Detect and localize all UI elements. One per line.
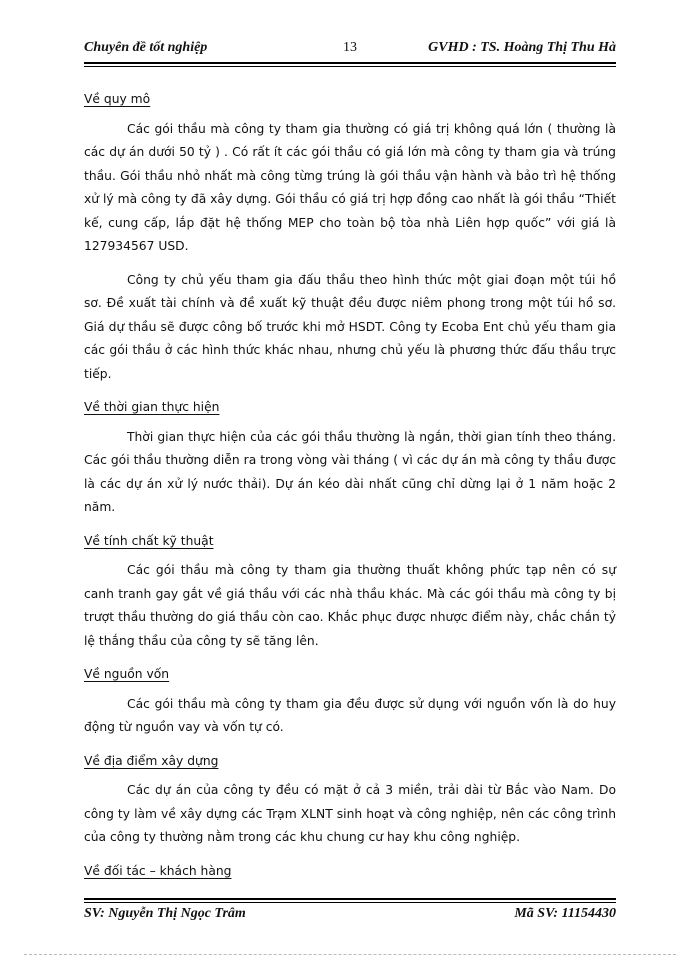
section-heading: Về nguồn vốn [84,667,170,681]
section-heading: Về thời gian thực hiện [84,400,220,414]
paragraph: Các gói thầu mà công ty tham gia thường thuất không phức tạp nên có sự canh tranh gay gắt về giá thầu với các nhà thầu khác. Mà các gói thầu mà công ty bị trượt thầu thường do giá thầu còn cao. Khắc phục được nhược điểm này, chắc chắn tỷ lệ thắng thầu của công ty sẽ tăng lên. [84,563,616,648]
header-page-number: 13 [343,40,357,55]
paragraph: Công ty chủ yếu tham gia đấu thầu theo hình thức một giai đoạn một túi hồ sơ. Đề xuất tài chính và đề xuất kỹ thuật đều được niêm phong trong một túi hồ sơ. Giá dự thầu sẽ được công bố trước khi mở HSDT. Công ty Ecoba Ent chủ yếu tham gia các gói thầu ở các hình thức khác nhau, nhưng chủ yếu là phương thức đấu thầu trực tiếp. [84,272,616,381]
header-advisor: GVHD : TS. Hoàng Thị Thu Hà [428,40,616,55]
paragraph: Các dự án của công ty đều có mặt ở cả 3 miền, trải dài từ Bắc vào Nam. Do công ty làm về xây dựng các Trạm XLNT sinh hoạt và công nghiệp, nên các công trình của công ty thường nằm trong các khu chung cư hay khu công nghiệp. [84,783,616,844]
footer-student-name: SV: Nguyễn Thị Ngọc Trâm [84,906,246,921]
footer-rule [84,898,616,900]
section-heading: Về đối tác – khách hàng [84,863,232,878]
header-rule [84,62,616,64]
page-edge-divider [24,954,676,955]
footer-rule-thin [84,902,616,903]
page-footer [84,906,616,926]
paragraph: Các gói thầu mà công ty tham gia thường có giá trị không quá lớn ( thường là các dự án dưới 50 tỷ ) . Có rất ít các gói thầu có giá lớn mà công ty tham gia và trúng thầu. Gói thầu nhỏ nhất mà công từng trúng là gói thầu vận hành và bảo trì hệ thống xử lý mà công ty đã xây dựng. Gói thầu có giá trị hợp đồng cao nhất là gói thầu “Thiết kế, cung cấp, lắp đặt hệ thống MEP cho toàn bộ tòa nhà Liên hợp quốc” với giá là 127934567 USD. [84,121,616,253]
section-thoi-gian [84,396,616,520]
header-rule-thin [84,66,616,67]
paragraph: Thời gian thực hiện của các gói thầu thường là ngắn, thời gian tính theo tháng. Các gói thầu thường diễn ra trong vòng vài tháng ( vì các dự án mà công ty thầu được là các dự án xử lý nước thải). Dự án kéo dài nhất cũng chỉ dừng lại ở 1 năm hoặc 2 năm. [84,429,616,514]
section-heading: Về địa điểm xây dựng [84,753,219,768]
header-document-type: Chuyên đề tốt nghiệp [84,40,208,55]
section-heading: Về tính chất kỹ thuật [84,533,214,548]
section-tinh-chat-ky-thuat [84,530,616,654]
page-header [84,40,616,62]
section-quy-mo [84,88,616,386]
section-nguon-von [84,663,616,740]
paragraph: Các gói thầu mà công ty tham gia đều được sử dụng với nguồn vốn là do huy động từ nguồn vay và vốn tự có. [84,696,616,734]
footer-student-id: Mã SV: 11154430 [514,906,616,921]
section-dia-diem [84,750,616,850]
document-body [84,88,616,883]
section-doi-tac [84,860,616,884]
section-heading: Về quy mô [84,92,151,106]
